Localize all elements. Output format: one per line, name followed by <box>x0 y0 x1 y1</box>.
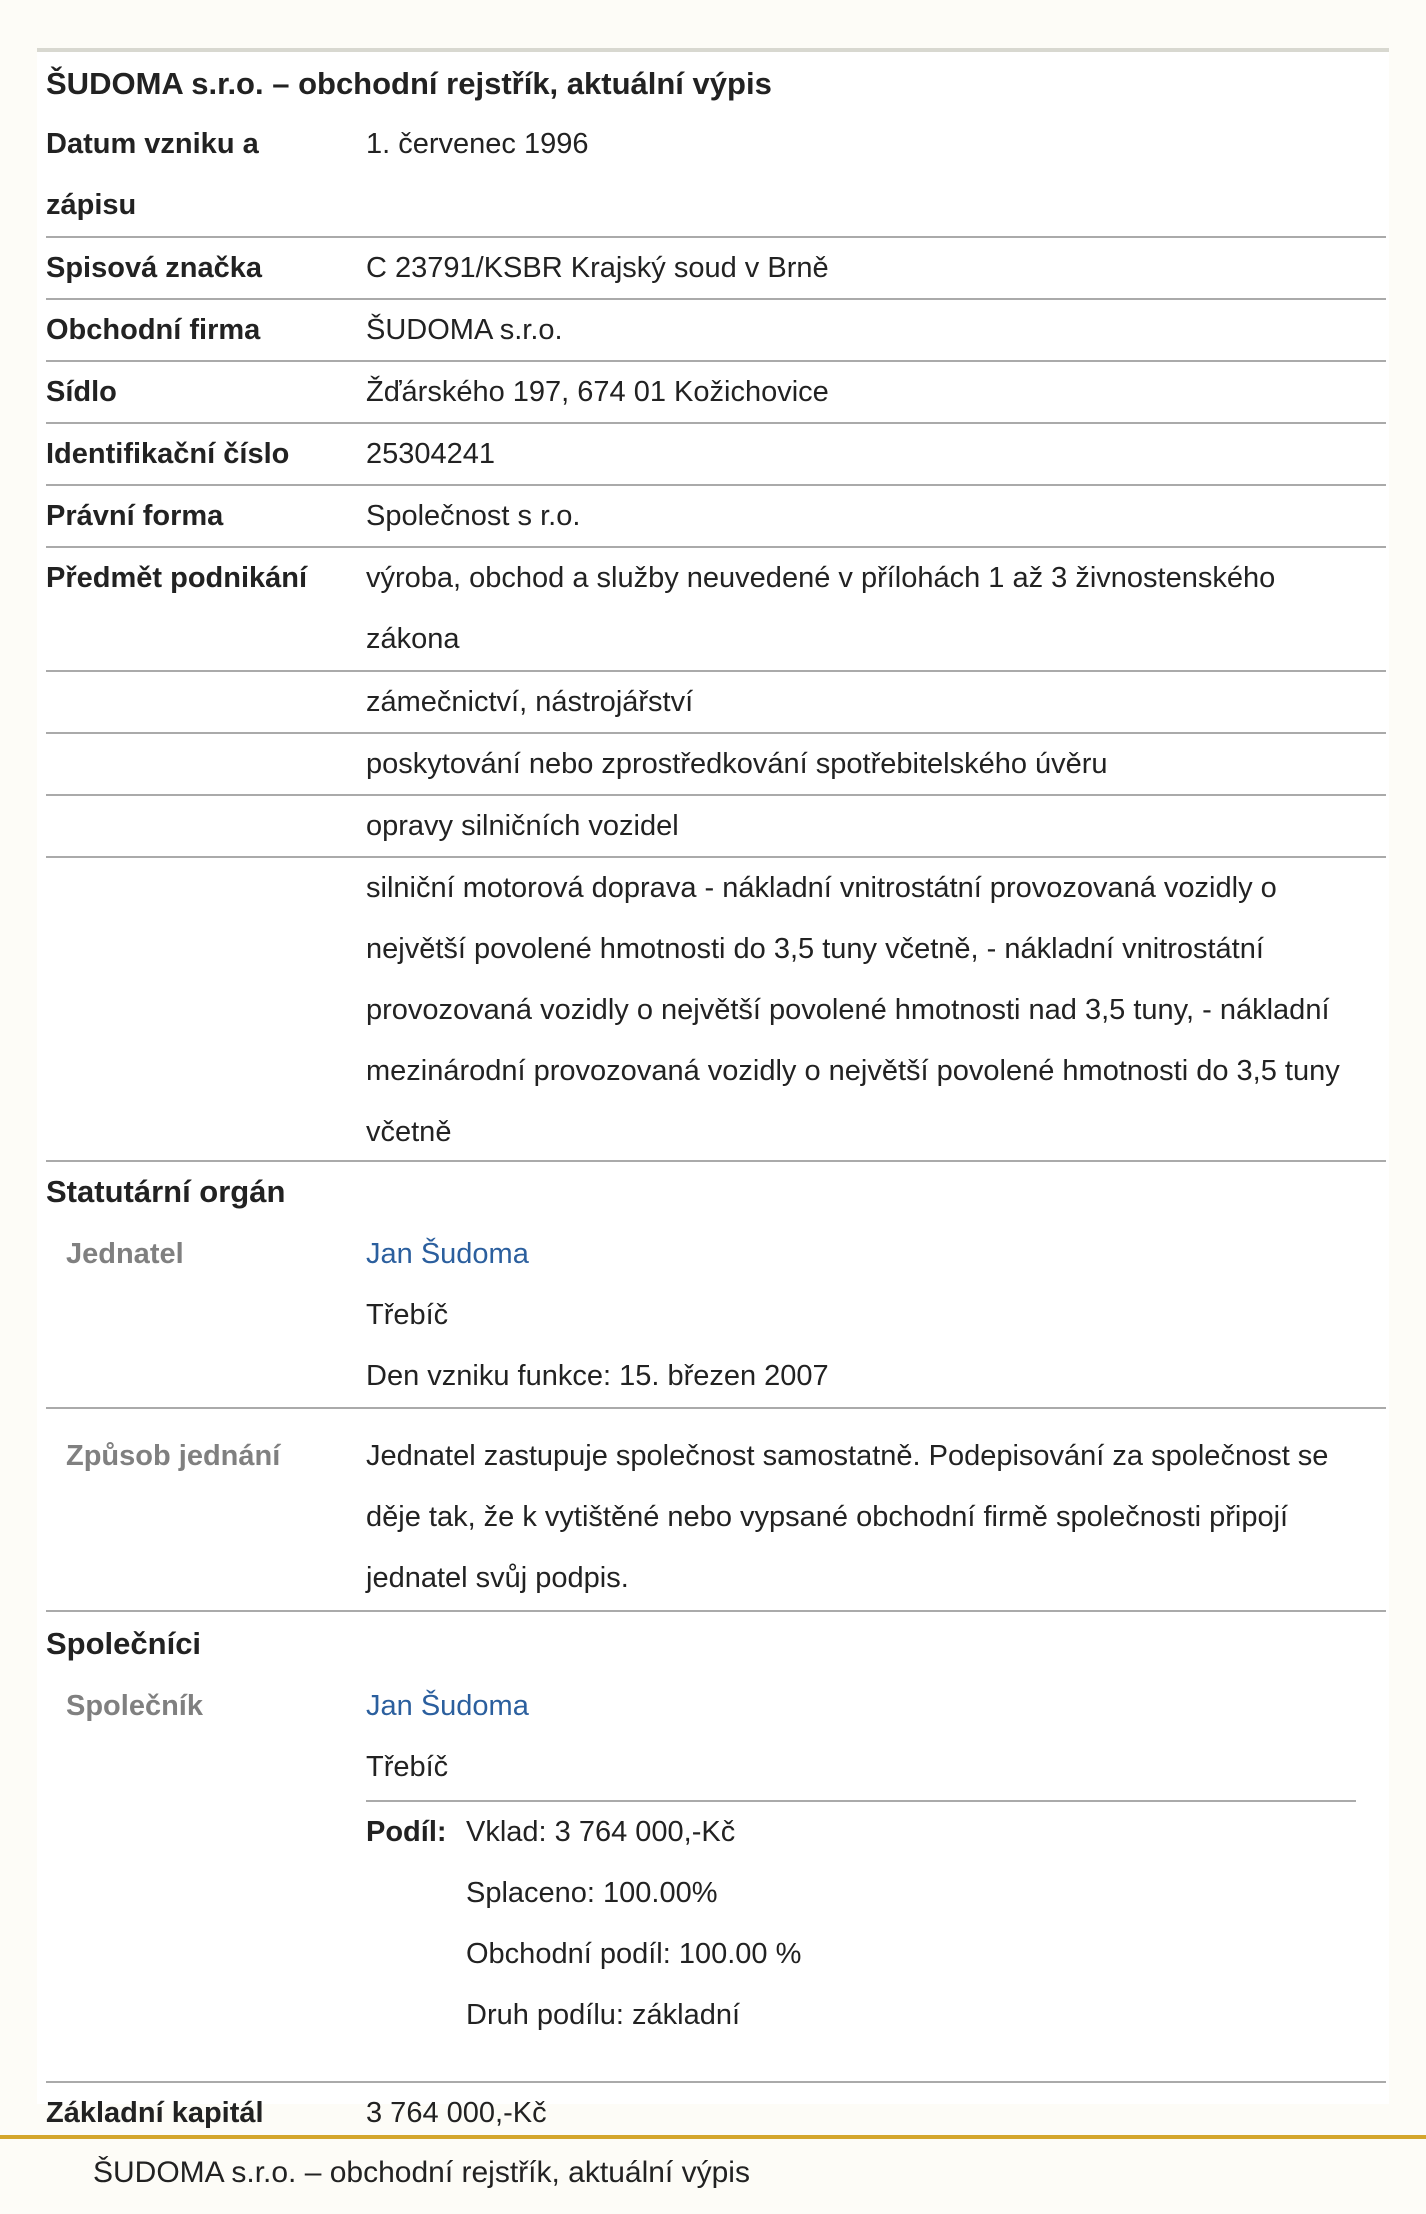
row-predmet-1 <box>46 548 1386 672</box>
podil-splaceno: Splaceno: 100.00% <box>466 1877 718 1909</box>
podil-details <box>466 1802 801 2046</box>
value-ico: 25304241 <box>366 438 496 470</box>
row-predmet-5 <box>46 858 1386 1162</box>
section-statutarni-organ: Statutární orgán <box>46 1174 286 1209</box>
spolecnik-name-link[interactable]: Jan Šudoma <box>366 1690 529 1722</box>
jednatel-details <box>366 1224 1376 1407</box>
row-sidlo <box>46 362 1386 424</box>
footer-title: ŠUDOMA s.r.o. – obchodní rejstřík, aktuální výpis <box>93 2156 750 2189</box>
row-predmet-3 <box>46 734 1386 796</box>
row-obchodni-firma <box>46 300 1386 362</box>
jednatel-since: Den vzniku funkce: 15. březen 2007 <box>366 1360 829 1392</box>
label-sidlo: Sídlo <box>46 376 117 408</box>
value-zakladni-kapital: 3 764 000,-Kč <box>366 2097 547 2129</box>
value-pravni-forma: Společnost s r.o. <box>366 500 581 532</box>
row-jednatel <box>46 1224 1386 1409</box>
podil-vklad: Vklad: 3 764 000,-Kč <box>466 1816 736 1848</box>
podil-druh: Druh podílu: základní <box>466 1999 741 2031</box>
predmet-item: výroba, obchod a služby neuvedené v přílohách 1 až 3 živnostenského zákona <box>366 562 1276 655</box>
label-spisova-znacka: Spisová značka <box>46 252 262 284</box>
register-extract <box>37 48 1389 2129</box>
label-obchodni-firma: Obchodní firma <box>46 314 261 346</box>
label-zpusob-jednani: Způsob jednání <box>66 1440 281 1472</box>
predmet-item: poskytování nebo zprostředkování spotřebitelského úvěru <box>366 748 1108 780</box>
page-footer <box>0 2135 1426 2214</box>
predmet-item: silniční motorová doprava - nákladní vnitrostátní provozovaná vozidly o největší povolené hmotnosti do 3,5 tuny včetně, - nákladní vnitrostátní provozovaná vozidly o největší povolené hmotnosti nad 3,5 tuny, - nákladní mezinárodní provozovaná vozidly o největší povolené hmotnosti do 3,5 tuny včetně <box>366 872 1340 1148</box>
row-pravni-forma <box>46 486 1386 548</box>
row-predmet-2 <box>46 672 1386 734</box>
predmet-item: zámečnictví, nástrojářství <box>366 686 694 718</box>
zpusob-jednani-text: Jednatel zastupuje společnost samostatně. Podepisování za společnost se děje tak, že k vytištěné nebo vypsané obchodní firmě společnosti připojí jednatel svůj podpis. <box>366 1440 1329 1594</box>
section-spolecnici: Společníci <box>46 1626 202 1661</box>
label-datum-vzniku: Datum vzniku a zápisu <box>46 128 259 221</box>
spolecnik-city: Třebíč <box>366 1751 449 1783</box>
label-jednatel: Jednatel <box>66 1238 184 1270</box>
podil-obchodni: Obchodní podíl: 100.00 % <box>466 1938 802 1970</box>
row-predmet-4 <box>46 796 1386 858</box>
jednatel-name-link[interactable]: Jan Šudoma <box>366 1238 529 1270</box>
row-spolecnik <box>46 1676 1386 2083</box>
row-datum-vzniku <box>46 114 1386 238</box>
document-title: ŠUDOMA s.r.o. – obchodní rejstřík, aktuální výpis <box>46 66 772 101</box>
row-zpusob-jednani <box>46 1426 1386 1612</box>
value-sidlo: Žďárského 197, 674 01 Kožichovice <box>366 376 829 408</box>
jednatel-city: Třebíč <box>366 1299 449 1331</box>
podil-label: Podíl: <box>366 1816 447 1848</box>
label-zakladni-kapital: Základní kapitál <box>46 2097 264 2129</box>
row-spisova-znacka <box>46 238 1386 300</box>
label-ico: Identifikační číslo <box>46 438 290 470</box>
label-predmet: Předmět podnikání <box>46 562 308 594</box>
label-pravni-forma: Právní forma <box>46 500 224 532</box>
label-spolecnik: Společník <box>66 1690 203 1722</box>
row-ico <box>46 424 1386 486</box>
value-datum-vzniku: 1. červenec 1996 <box>366 128 589 160</box>
value-spisova-znacka: C 23791/KSBR Krajský soud v Brně <box>366 252 829 284</box>
value-obchodni-firma: ŠUDOMA s.r.o. <box>366 314 563 346</box>
spolecnik-details <box>366 1676 1376 1798</box>
predmet-item: opravy silničních vozidel <box>366 810 679 842</box>
